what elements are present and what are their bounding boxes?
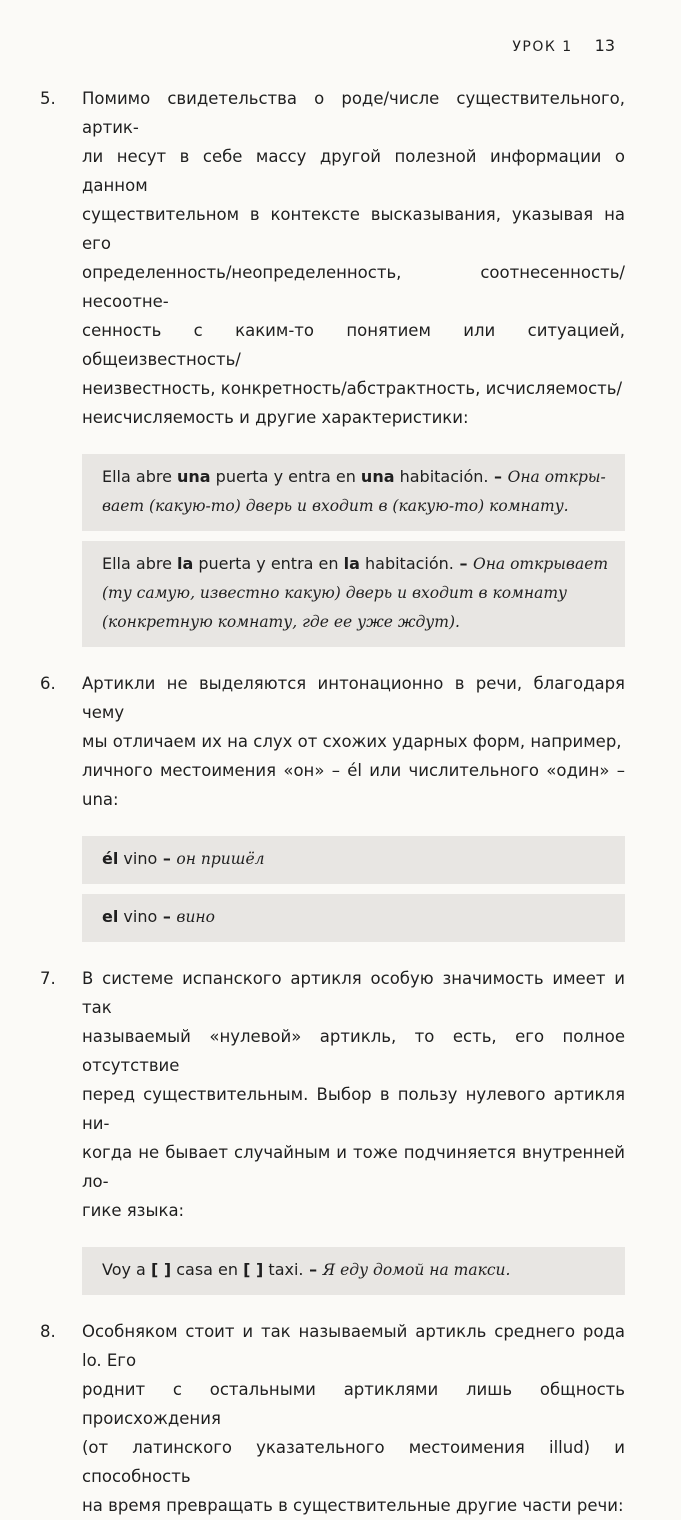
example-spanish: Ella abre una puerta y entra en una habitación. <box>102 467 489 486</box>
example-spanish: Voy a [ ] casa en [ ] taxi. <box>102 1260 304 1279</box>
example-translation: (конкретную комнату, где ее уже ждут). <box>102 613 460 631</box>
example-box-2: Ella abre la puerta y entra en la habitación. – Она открывает (ту самую, известно какую) дверь и входит в комнату (конкретную комнату, где ее уже ждут). <box>82 541 625 647</box>
text-line: перед существительным. Выбор в пользу нулевого артикля ни- <box>82 1085 625 1133</box>
chapter-label: УРОК 1 <box>512 39 573 55</box>
running-header <box>512 36 615 55</box>
example-translation: Она откры- <box>507 468 606 486</box>
example-translation: Она открывает <box>473 555 609 573</box>
example-translation: вино <box>176 908 215 926</box>
text-line: роднит с остальными артиклями лишь общность происхождения <box>82 1380 625 1428</box>
text-line: неисчисляемость и другие характеристики: <box>82 408 469 427</box>
example-spanish: él vino <box>102 849 158 868</box>
item-text <box>82 669 625 814</box>
example-spanish: el vino <box>102 907 158 926</box>
text-line: гике языка: <box>82 1201 185 1220</box>
example-translation: он пришёл <box>176 850 265 868</box>
item-text <box>82 964 625 1225</box>
example-spanish: Ella abre la puerta y entra en la habitación. <box>102 554 454 573</box>
text-line: называемый «нулевой» артикль, то есть, его полное отсутствие <box>82 1027 625 1075</box>
example-translation: Я еду домой на такси. <box>322 1261 511 1279</box>
page-number: 13 <box>594 36 615 55</box>
text-line: Особняком стоит и так называемый артикль среднего рода lo. Его <box>82 1322 625 1370</box>
list-item-8 <box>40 1317 625 1520</box>
example-box-4: el vino – вино <box>82 894 625 942</box>
text-line: сенность с каким-то понятием или ситуацией, общеизвестность/ <box>82 321 625 369</box>
text-line: мы отличаем их на слух от схожих ударных форм, например, <box>82 732 622 751</box>
example-box-3: él vino – он пришёл <box>82 836 625 884</box>
text-line: личного местоимения «он» – él или числительного «один» – una: <box>82 761 625 809</box>
text-line: определенность/неопределенность, соотнесенность/несоотне- <box>82 263 625 311</box>
text-line: Помимо свидетельства о роде/числе существительного, артик- <box>82 89 625 137</box>
list-item-7 <box>40 964 625 1225</box>
example-box-5: Voy a [ ] casa en [ ] taxi. – Я еду домой на такси. <box>82 1247 625 1295</box>
text-line: Артикли не выделяются интонационно в речи, благодаря чему <box>82 674 625 722</box>
item-number: 5. <box>40 89 56 108</box>
item-number: 8. <box>40 1322 56 1341</box>
item-number: 6. <box>40 674 56 693</box>
text-line: ли несут в себе массу другой полезной информации о данном <box>82 147 625 195</box>
example-box-1: Ella abre una puerta y entra en una habitación. – Она откры- вает (какую-то) дверь и входит в (какую-то) комнату. <box>82 454 625 531</box>
text-line: В системе испанского артикля особую значимость имеет и так <box>82 969 625 1017</box>
page-body <box>40 84 625 1520</box>
text-line: (от латинского указательного местоимения illud) и способность <box>82 1438 625 1486</box>
text-line: на время превращать в существительные другие части речи: <box>82 1496 624 1515</box>
item-number: 7. <box>40 969 56 988</box>
text-line: существительном в контексте высказывания, указывая на его <box>82 205 625 253</box>
text-line: когда не бывает случайным и тоже подчиняется внутренней ло- <box>82 1143 625 1191</box>
item-text <box>82 1317 625 1520</box>
example-translation: (ту самую, известно какую) дверь и входит в комнату <box>102 584 568 602</box>
item-text <box>82 84 625 432</box>
example-translation: вает (какую-то) дверь и входит в (какую-то) комнату. <box>102 497 569 515</box>
text-line: неизвестность, конкретность/абстрактность, исчисляемость/ <box>82 379 623 398</box>
list-item-5 <box>40 84 625 432</box>
list-item-6 <box>40 669 625 814</box>
